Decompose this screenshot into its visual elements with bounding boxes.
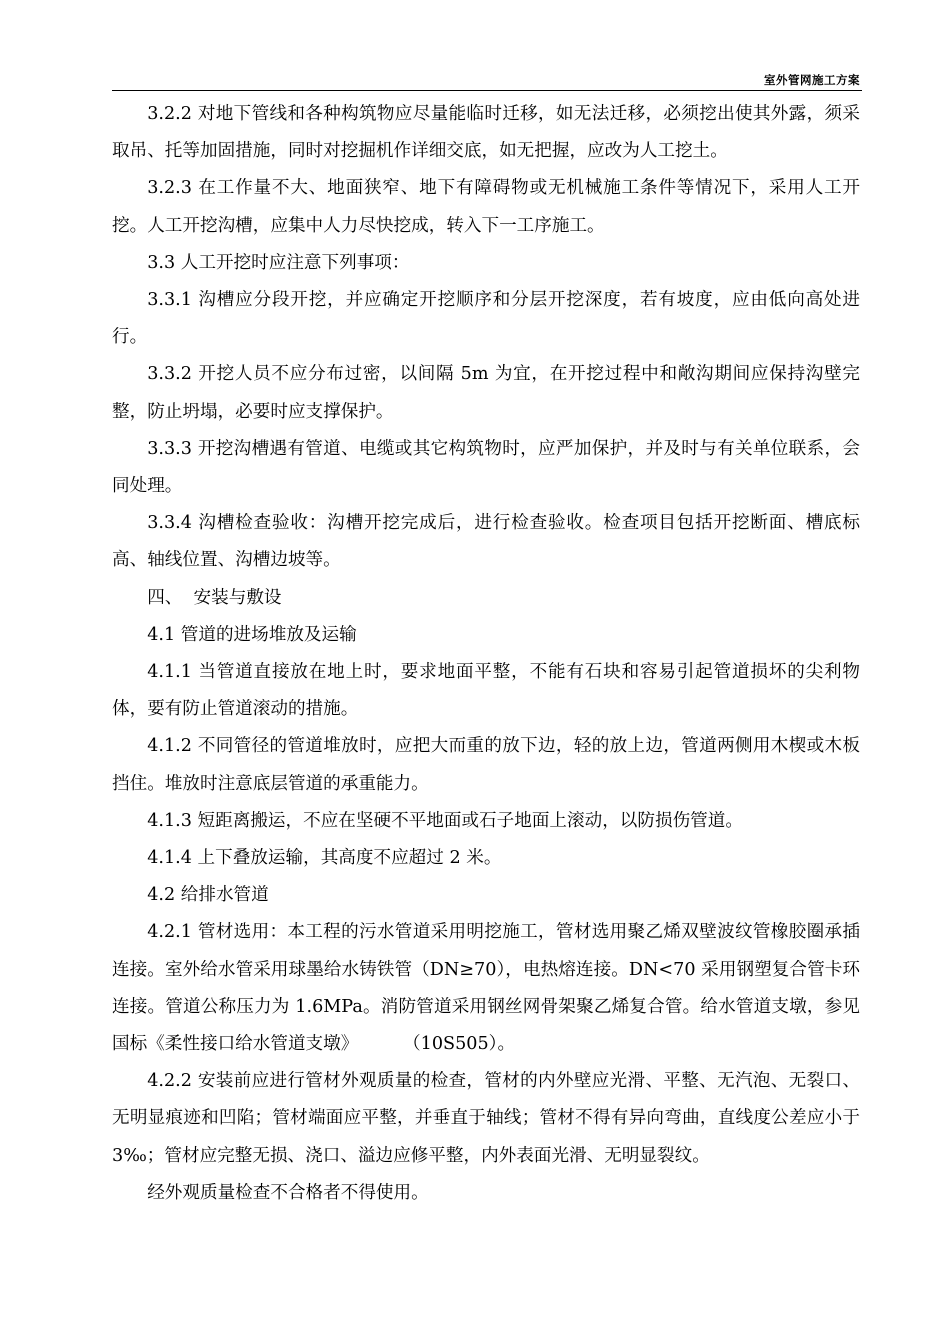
heading-4-2: 4.2 给排水管道 [147,885,269,906]
section-heading-4: 四、 安装与敷设 [147,587,282,608]
page-header [112,70,862,91]
paragraph-3-2-2: 3.2.2 对地下管线和各种构筑物应尽量能临时迁移，如无法迁移，必须挖出使其外露，须采取吊、托等加固措施，同时对挖掘机作详细交底，如无把握，应改为人工挖土。 [112,104,860,162]
paragraph-3-3-2: 3.3.2 开挖人员不应分布过密，以间隔 5m 为宜，在开挖过程中和敞沟期间应保持沟壁完整，防止坍塌，必要时应支撑保护。 [112,364,860,422]
document-body [112,96,866,1212]
paragraph-closing: 经外观质量检查不合格者不得使用。 [147,1182,429,1203]
paragraph-4-1-2: 4.1.2 不同管径的管道堆放时，应把大而重的放下边，轻的放上边，管道两侧用木楔或木板挡住。堆放时注意底层管道的承重能力。 [112,736,860,794]
paragraph-4-1-3: 4.1.3 短距离搬运，不应在坚硬不平地面或石子地面上滚动，以防损伤管道。 [147,810,743,831]
heading-3-3: 3.3 人工开挖时应注意下列事项： [147,252,410,273]
paragraph-3-3-1: 3.3.1 沟槽应分段开挖，并应确定开挖顺序和分层开挖深度，若有坡度，应由低向高处进行。 [112,290,860,348]
paragraph-4-2-2: 4.2.2 安装前应进行管材外观质量的检查，管材的内外壁应光滑、平整、无汽泡、无裂口、无明显痕迹和凹陷；管材端面应平整，并垂直于轴线；管材不得有异向弯曲，直线度公差应小于 3‰；管材应完整无损、浇口、溢边应修平整，内外表面光滑、无明显裂纹。 [112,1071,866,1166]
paragraph-3-3-4: 3.3.4 沟槽检查验收：沟槽开挖完成后，进行检查验收。检查项目包括开挖断面、槽底标高、轴线位置、沟槽边坡等。 [112,513,860,571]
paragraph-4-2-1: 4.2.1 管材选用：本工程的污水管道采用明挖施工，管材选用聚乙烯双壁波纹管橡胶圈承插连接。室外给水管采用球墨给水铸铁管（DN≥70），电热熔连接。DN<70 采用钢塑复合管卡环连接。管道公称压力为 1.6MPa。消防管道采用钢丝网骨架聚乙烯复合管。给水管道支墩，参见国标《柔性接口给水管道支墩》 （10S505）。 [112,922,860,1055]
paragraph-4-1-4: 4.1.4 上下叠放运输，其高度不应超过 2 米。 [147,848,502,869]
paragraph-3-2-3: 3.2.3 在工作量不大、地面狭窄、地下有障碍物或无机械施工条件等情况下，采用人工开挖。人工开挖沟槽，应集中人力尽快挖成，转入下一工序施工。 [112,178,860,236]
header-title: 室外管网施工方案 [764,73,860,87]
paragraph-4-1-1: 4.1.1 当管道直接放在地上时，要求地面平整，不能有石块和容易引起管道损坏的尖利物体，要有防止管道滚动的措施。 [112,662,860,720]
paragraph-3-3-3: 3.3.3 开挖沟槽遇有管道、电缆或其它构筑物时，应严加保护，并及时与有关单位联系，会同处理。 [112,438,860,497]
heading-4-1: 4.1 管道的进场堆放及运输 [147,624,357,645]
